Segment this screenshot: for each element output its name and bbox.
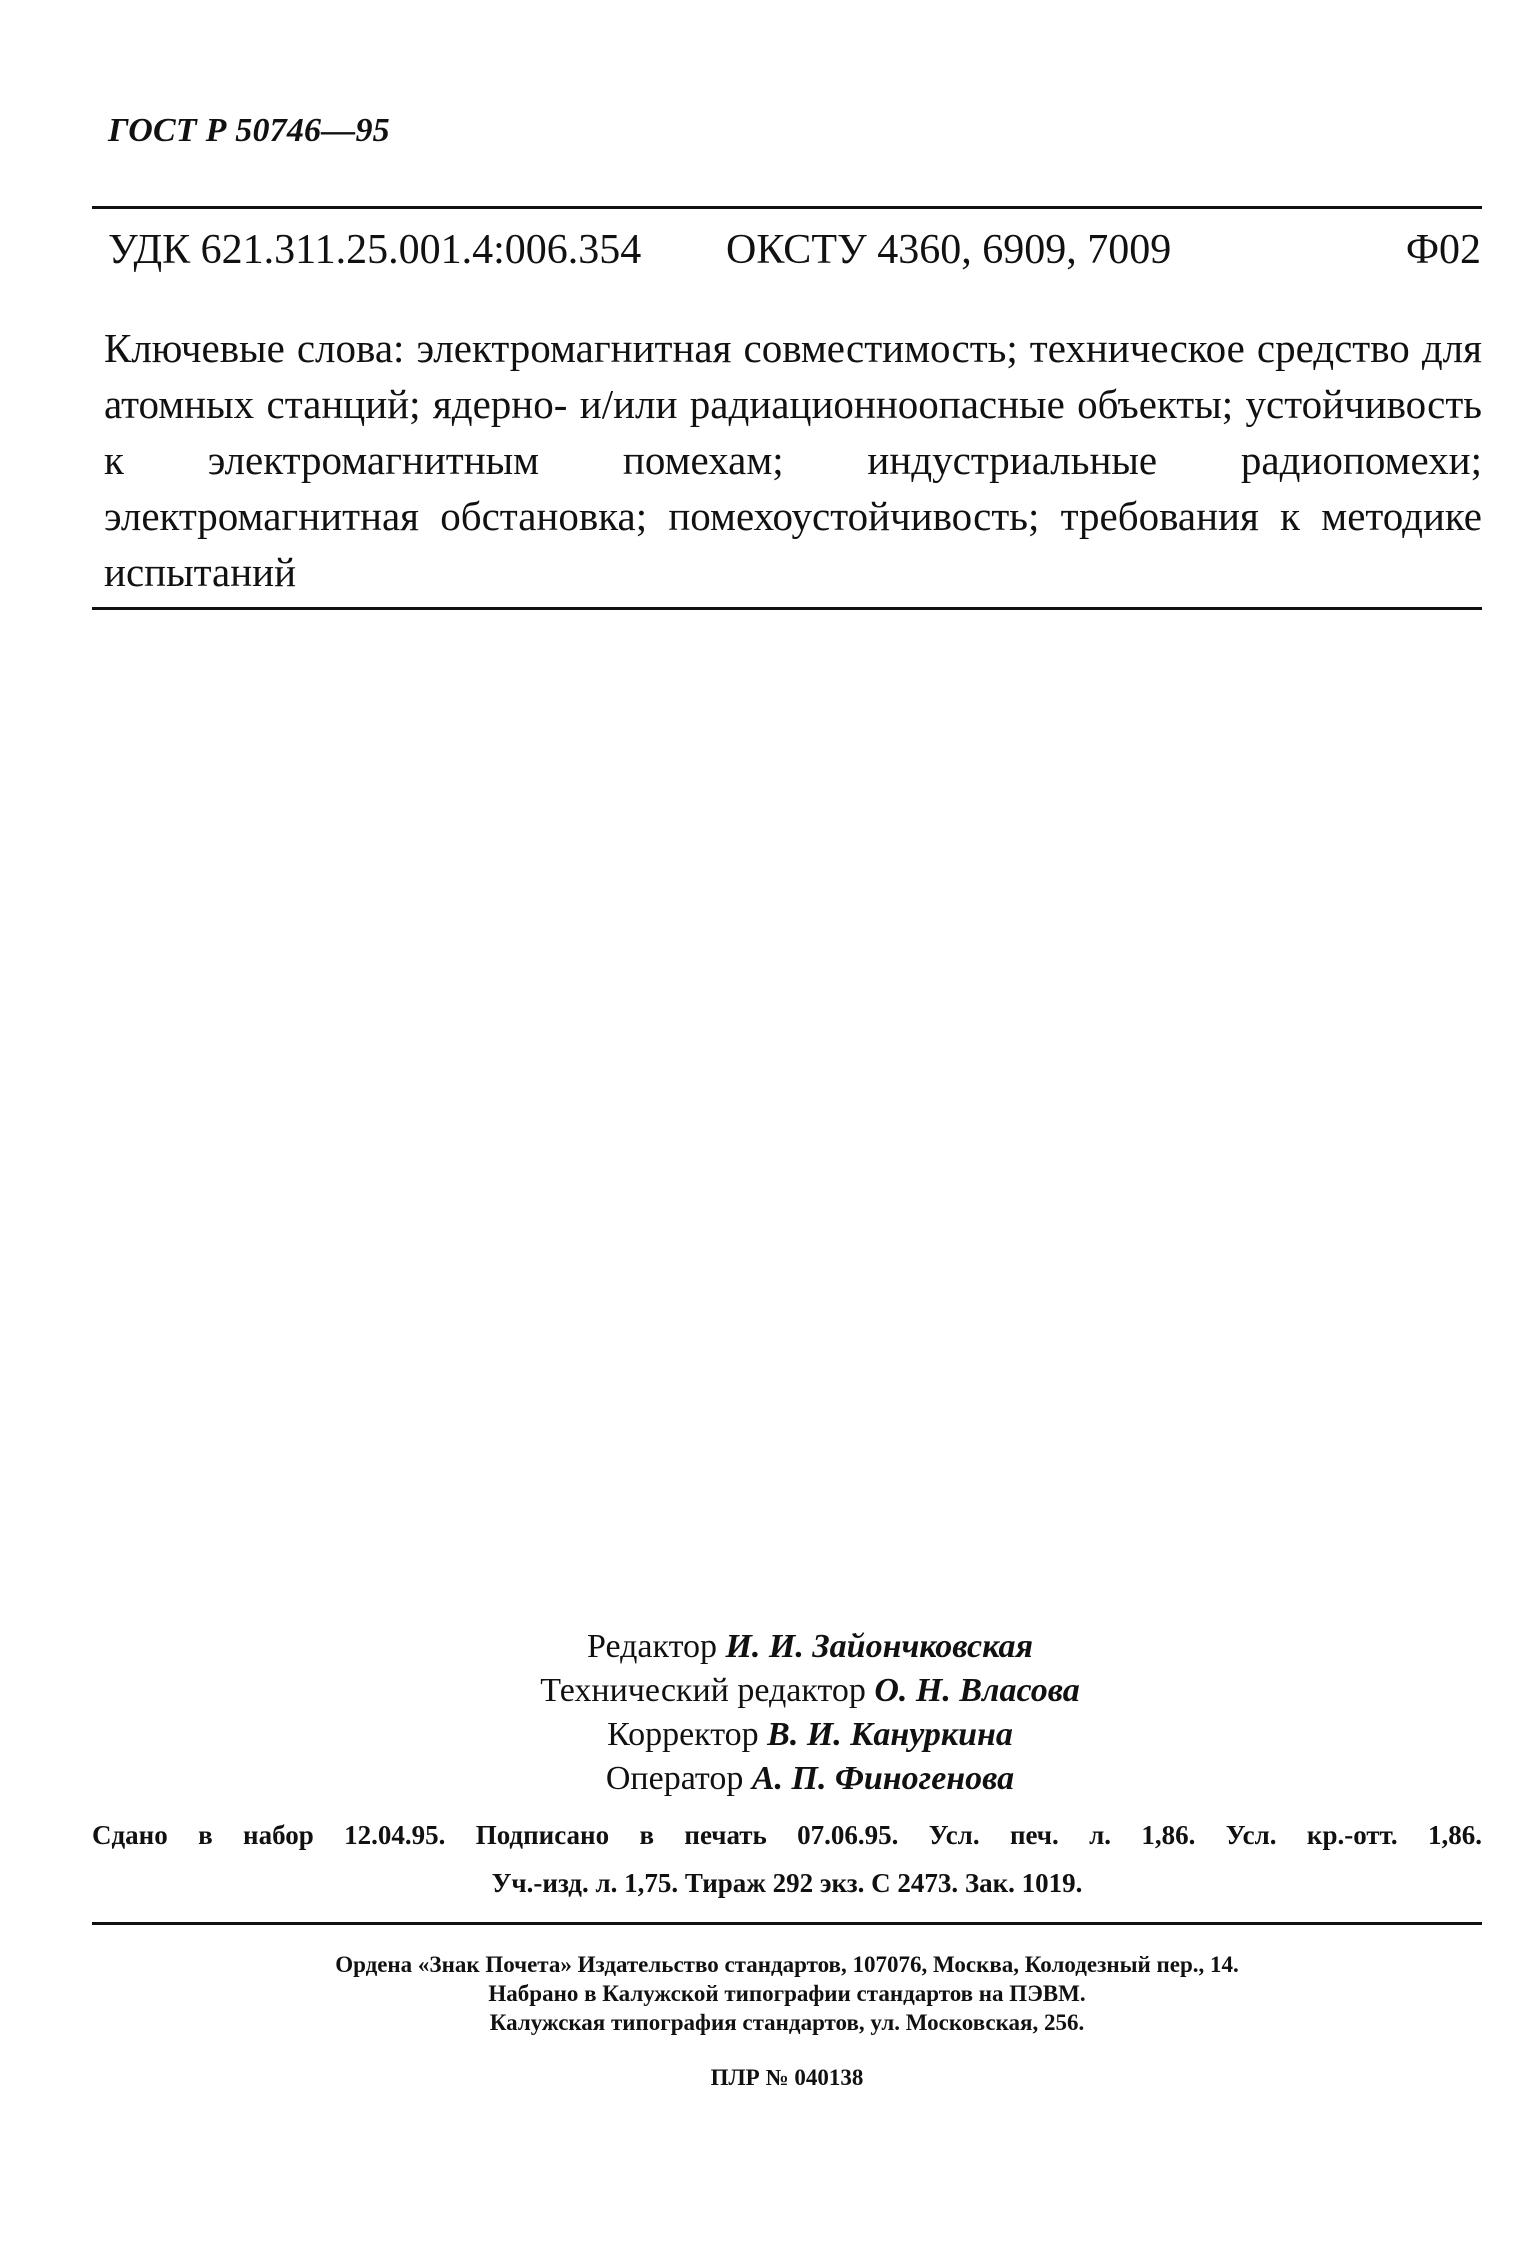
keywords-paragraph: Ключевые слова: электромагнитная совместимость; техническое средство для атомных станций; ядерно- и/или радиационноопасные объекты; устойчивость к электромагнитным помехам; индустриальные радиопомехи; электромагнитная обстановка; помехоустойчивость; требования к методике испытаний <box>104 325 1482 595</box>
credit-name: А. П. Финогенова <box>751 1760 1015 1797</box>
print-info-line-1: Сдано в набор 12.04.95. Подписано в печать 07.06.95. Усл. печ. л. 1,86. Усл. кр.-отт. 1,86. <box>92 1820 1482 1850</box>
top-divider <box>92 206 1482 209</box>
credit-role: Редактор <box>587 1628 717 1665</box>
print-info-line-2: Уч.-изд. л. 1,75. Тираж 292 экз. С 2473. Зак. 1019. <box>491 1868 1083 1898</box>
credit-name: В. И. Кануркина <box>767 1716 1013 1753</box>
publisher-block <box>92 1950 1482 2037</box>
credit-editor <box>420 1625 1200 1669</box>
publisher-line-3: Калужская типография стандартов, ул. Московская, 256. <box>489 2010 1085 2035</box>
keywords-divider <box>92 607 1482 610</box>
classification-row <box>108 226 1481 286</box>
credit-role: Корректор <box>607 1716 759 1753</box>
udk-code: УДК 621.311.25.001.4:006.354 <box>108 227 642 273</box>
credits-block <box>420 1625 1200 1801</box>
credit-name: И. И. Зайончковская <box>725 1628 1033 1665</box>
credit-role: Технический редактор <box>540 1672 866 1709</box>
imprint-divider <box>92 1922 1482 1925</box>
credit-operator <box>420 1757 1200 1801</box>
plr-number: ПЛР № 040138 <box>710 2065 864 2090</box>
document-code: ГОСТ Р 50746—95 <box>108 112 390 149</box>
classification-code: Ф02 <box>1405 227 1481 273</box>
publisher-line-2: Набрано в Калужской типографии стандартов на ПЭВМ. <box>488 1981 1086 2006</box>
credit-name: О. Н. Власова <box>874 1672 1080 1709</box>
oksty-code: ОКСТУ 4360, 6909, 7009 <box>726 227 1172 273</box>
credit-role: Оператор <box>605 1760 744 1797</box>
credit-corrector <box>420 1713 1200 1757</box>
credit-technical-editor <box>420 1669 1200 1713</box>
publisher-line-1: Ордена «Знак Почета» Издательство стандартов, 107076, Москва, Колодезный пер., 14. <box>335 1952 1239 1977</box>
